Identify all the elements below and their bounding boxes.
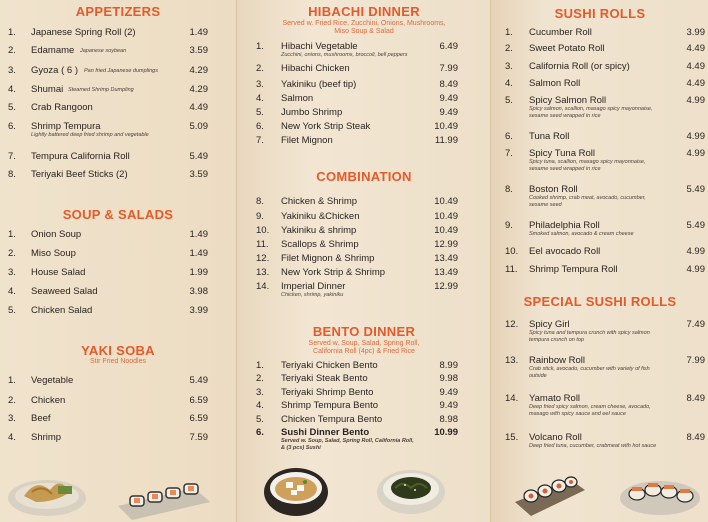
item-price: 7.59 [189, 432, 208, 443]
item-price: 1.49 [189, 27, 208, 38]
item-price: 9.49 [439, 93, 458, 104]
item-number: 6. [256, 427, 264, 438]
item-price: 9.98 [439, 373, 458, 384]
item-price: 4.99 [686, 246, 705, 257]
item-name: House Salad [31, 267, 86, 278]
item-price: 8.99 [439, 360, 458, 371]
appetizers-title: APPETIZERS [75, 4, 161, 19]
item-price: 4.49 [189, 102, 208, 113]
item-price: 13.49 [434, 253, 458, 264]
item-number: 2. [256, 63, 264, 74]
item-name: Chicken [31, 395, 66, 406]
item-number: 15. [505, 432, 519, 443]
item-description: Smoked salmon, avocado & cream cheese [529, 231, 634, 237]
item-price: 9.49 [439, 400, 458, 411]
item-price: 1.49 [189, 248, 208, 259]
item-price: 8.98 [439, 414, 458, 425]
item-description-2: sesame seed wrapped in rice [529, 166, 601, 172]
item-number: 1. [505, 27, 513, 38]
item-number: 7. [8, 151, 16, 162]
item-price: 5.09 [189, 121, 208, 132]
item-number: 1. [8, 27, 16, 38]
sushi-plate-photo [114, 466, 212, 520]
item-name: Sushi Dinner Bento [281, 427, 370, 438]
item-price: 10.49 [434, 121, 458, 132]
item-number: 5. [256, 107, 264, 118]
item-number: 6. [256, 121, 264, 132]
item-name: Imperial Dinner [281, 281, 346, 292]
item-price: 11.99 [434, 135, 458, 146]
item-name: Eel avocado Roll [529, 246, 601, 257]
item-name: Tempura California Roll [31, 151, 130, 162]
item-name: Spicy Salmon Roll [529, 95, 607, 106]
item-name: Sweet Potato Roll [529, 43, 605, 54]
item-name: New York Strip & Shrimp [281, 267, 386, 278]
item-number: 12. [505, 319, 519, 330]
item-name: Hibachi Vegetable [281, 41, 358, 52]
item-number: 2. [8, 395, 16, 406]
item-price: 13.49 [434, 267, 458, 278]
item-price: 10.49 [434, 211, 458, 222]
item-number: 1. [256, 41, 264, 52]
item-name: Chicken & Shrimp [281, 196, 358, 207]
item-number: 11. [256, 239, 269, 250]
item-price: 4.49 [686, 61, 705, 72]
item-name: Shrimp Tempura Roll [529, 264, 618, 275]
item-name: Chicken Tempura Bento [281, 414, 383, 425]
item-price: 6.59 [189, 413, 208, 424]
item-price: 4.99 [686, 95, 705, 106]
item-number: 8. [256, 196, 264, 207]
item-name: Shumai [31, 84, 64, 95]
item-number: 2. [505, 43, 513, 54]
item-name: Volcano Roll [529, 432, 582, 443]
item-number: 5. [8, 305, 16, 316]
item-price: 6.59 [189, 395, 208, 406]
special-rolls-photo [619, 466, 701, 518]
item-name: California Roll (or spicy) [529, 61, 630, 72]
item-number: 13. [505, 355, 519, 366]
item-name: Teriyaki Beef Sticks (2) [31, 169, 128, 180]
item-number: 3. [505, 61, 513, 72]
item-number: 13. [256, 267, 270, 278]
item-description: Deep fried spicy salmon, cream cheese, avocado, [529, 404, 651, 410]
item-description: Cooked shrimp, crab meat, avocado, cucumber, [529, 195, 646, 201]
item-name: Teriyaki Shrimp Bento [281, 387, 374, 398]
item-description-2: masago with spicy sauce and eel sauce [529, 411, 626, 417]
hibachi-title: HIBACHI DINNER [308, 4, 420, 19]
yakisoba-subtitle: Stir Fried Noodles [89, 358, 147, 365]
item-number: 8. [505, 184, 513, 195]
tempura-plate-photo [6, 466, 88, 518]
item-price: 9.49 [439, 107, 458, 118]
item-name: Onion Soup [31, 229, 82, 240]
item-description-2: tempura crunch on top [529, 337, 585, 343]
item-price: 4.29 [189, 65, 208, 76]
item-name: Hibachi Chicken [281, 63, 350, 74]
item-name: Salmon [281, 93, 314, 104]
item-price: 4.29 [189, 84, 208, 95]
item-price: 7.99 [439, 63, 458, 74]
miso-soup-photo [261, 460, 331, 520]
item-number: 7. [505, 148, 513, 159]
item-number: 14. [256, 281, 270, 292]
item-name: Spicy Tuna Roll [529, 148, 596, 159]
item-name: Cucumber Roll [529, 27, 592, 38]
item-name: Filet Mignon & Shrimp [281, 253, 375, 264]
hibachi-subtitle-1: Served w. Fried Rice, Zucchini, Onions, Mushrooms, [282, 20, 446, 27]
item-number: 4. [8, 286, 16, 297]
item-description: Pan fried Japanese dumplings [84, 68, 158, 74]
bento-subtitle-2: California Roll (4pc) & Fried Rice [313, 348, 415, 355]
item-price: 8.49 [686, 432, 705, 443]
item-price: 3.99 [686, 27, 705, 38]
item-description-2: sesame seed wrapped in rice [529, 113, 601, 119]
item-number: 3. [256, 79, 264, 90]
combination-title: COMBINATION [316, 169, 412, 184]
soup-title: SOUP & SALADS [62, 207, 174, 222]
seaweed-salad-photo [375, 462, 447, 518]
item-number: 9. [505, 220, 513, 231]
item-description: Spicy salmon, scallion, masago spicy mayonnaise, [529, 106, 653, 112]
item-name: Filet Mignon [281, 135, 333, 146]
item-number: 14. [505, 393, 519, 404]
item-number: 5. [505, 95, 513, 106]
item-name: Philadelphia Roll [529, 220, 600, 231]
item-price: 3.59 [189, 45, 208, 56]
item-number: 11. [505, 264, 518, 275]
item-name: Spicy Girl [529, 319, 570, 330]
item-name: Yakiniku &Chicken [281, 211, 360, 222]
item-name: Shrimp [31, 432, 62, 443]
item-number: 10. [505, 246, 519, 257]
item-price: 5.49 [686, 184, 705, 195]
item-name: Boston Roll [529, 184, 578, 195]
item-description: Japanese soybean [80, 48, 127, 54]
item-number: 4. [256, 400, 264, 411]
item-number: 3. [256, 387, 264, 398]
item-number: 5. [256, 414, 264, 425]
item-name: Gyoza ( 6 ) [31, 65, 78, 76]
item-price: 7.99 [686, 355, 705, 366]
item-name: Salmon Roll [529, 78, 581, 89]
item-price: 5.49 [686, 220, 705, 231]
item-name: Yakiniku (beef tip) [281, 79, 357, 90]
item-name: Jumbo Shrimp [281, 107, 343, 118]
item-number: 4. [8, 432, 16, 443]
item-description-2: outside [529, 373, 547, 379]
item-price: 10.49 [434, 196, 458, 207]
item-number: 7. [256, 135, 264, 146]
item-description-2: & (3 pcs) Sushi [281, 445, 321, 451]
item-number: 1. [8, 375, 16, 386]
item-price: 12.99 [434, 281, 458, 292]
item-number: 10. [256, 225, 270, 236]
item-name: Teriyaki Steak Bento [281, 373, 368, 384]
item-name: Chicken Salad [31, 305, 93, 316]
item-description-2: sesame seed [529, 202, 562, 208]
item-name: Shrimp Tempura Bento [281, 400, 378, 411]
sushi-rolls-title: SUSHI ROLLS [554, 6, 646, 21]
item-description: Zucchini, onions, mushrooms, broccoli, bell peppers [281, 52, 408, 58]
item-name: Seaweed Salad [31, 286, 98, 297]
item-number: 6. [8, 121, 16, 132]
item-description: Chicken, shrimp, yakiniku [281, 292, 344, 298]
item-number: 3. [8, 267, 16, 278]
item-price: 4.49 [686, 78, 705, 89]
item-number: 4. [256, 93, 264, 104]
bento-subtitle-1: Served w. Soup, Salad, Spring Roll, [308, 340, 420, 347]
left-panel [0, 0, 236, 522]
hibachi-subtitle-2: Miso Soup & Salad [334, 28, 394, 35]
item-price: 12.99 [434, 239, 458, 250]
item-price: 1.49 [189, 229, 208, 240]
item-number: 9. [256, 211, 264, 222]
item-price: 9.49 [439, 387, 458, 398]
right-panel [490, 0, 708, 522]
item-number: 3. [8, 65, 16, 76]
item-name: New York Strip Steak [281, 121, 371, 132]
item-number: 12. [256, 253, 270, 264]
item-price: 10.49 [434, 225, 458, 236]
item-price: 3.99 [189, 305, 208, 316]
item-description: Deep fried tuna, cucumber, crabmeat with hot sauce [529, 443, 657, 449]
item-number: 4. [8, 84, 16, 95]
item-price: 3.98 [189, 286, 208, 297]
bento-title: BENTO DINNER [312, 324, 416, 339]
item-name: Teriyaki Chicken Bento [281, 360, 378, 371]
item-price: 8.49 [439, 79, 458, 90]
item-number: 1. [256, 360, 264, 371]
item-price: 5.49 [189, 375, 208, 386]
item-price: 6.49 [439, 41, 458, 52]
sushi-rolls-photo [511, 464, 587, 518]
yakisoba-title: YAKI SOBA [81, 343, 155, 358]
item-price: 1.99 [189, 267, 208, 278]
item-number: 5. [8, 102, 16, 113]
item-name: Yakiniku & shrimp [281, 225, 357, 236]
item-description: Spicy tuna, scallion, masago spicy mayonnaise, [529, 159, 646, 165]
item-description: Spicy tuna and tempura crunch with spicy salmon [529, 330, 650, 336]
item-price: 4.99 [686, 264, 705, 275]
item-price: 4.99 [686, 148, 705, 159]
item-number: 4. [505, 78, 513, 89]
item-number: 1. [8, 229, 16, 240]
item-name: Japanese Spring Roll (2) [31, 27, 136, 38]
item-name: Yamato Roll [529, 393, 581, 404]
item-description: Lightly battered deep fried shrimp and vegetable [31, 132, 149, 138]
item-number: 3. [8, 413, 16, 424]
item-name: Vegetable [31, 375, 74, 386]
item-name: Beef [31, 413, 51, 424]
item-price: 4.49 [686, 43, 705, 54]
middle-panel [236, 0, 490, 522]
item-name: Edamame [31, 45, 75, 56]
item-number: 2. [8, 45, 16, 56]
item-name: Shrimp Tempura [31, 121, 101, 132]
item-name: Miso Soup [31, 248, 76, 259]
item-description: Steamed Shrimp Dumpling [68, 87, 134, 93]
item-price: 5.49 [189, 151, 208, 162]
item-price: 10.99 [434, 427, 458, 438]
item-name: Tuna Roll [529, 131, 570, 142]
special-rolls-title: SPECIAL SUSHI ROLLS [523, 294, 677, 309]
item-name: Scallops & Shrimp [281, 239, 359, 250]
item-number: 2. [8, 248, 16, 259]
item-price: 4.99 [686, 131, 705, 142]
item-price: 8.49 [686, 393, 705, 404]
item-price: 7.49 [686, 319, 705, 330]
item-price: 3.59 [189, 169, 208, 180]
item-name: Crab Rangoon [31, 102, 93, 113]
item-number: 8. [8, 169, 16, 180]
item-description: Served w. Soup, Salad, Spring Roll, California Roll, [281, 438, 414, 444]
item-description: Crab stick, avocado, cucumber with variety of fish [529, 366, 650, 372]
item-name: Rainbow Roll [529, 355, 585, 366]
item-number: 2. [256, 373, 264, 384]
item-number: 6. [505, 131, 513, 142]
